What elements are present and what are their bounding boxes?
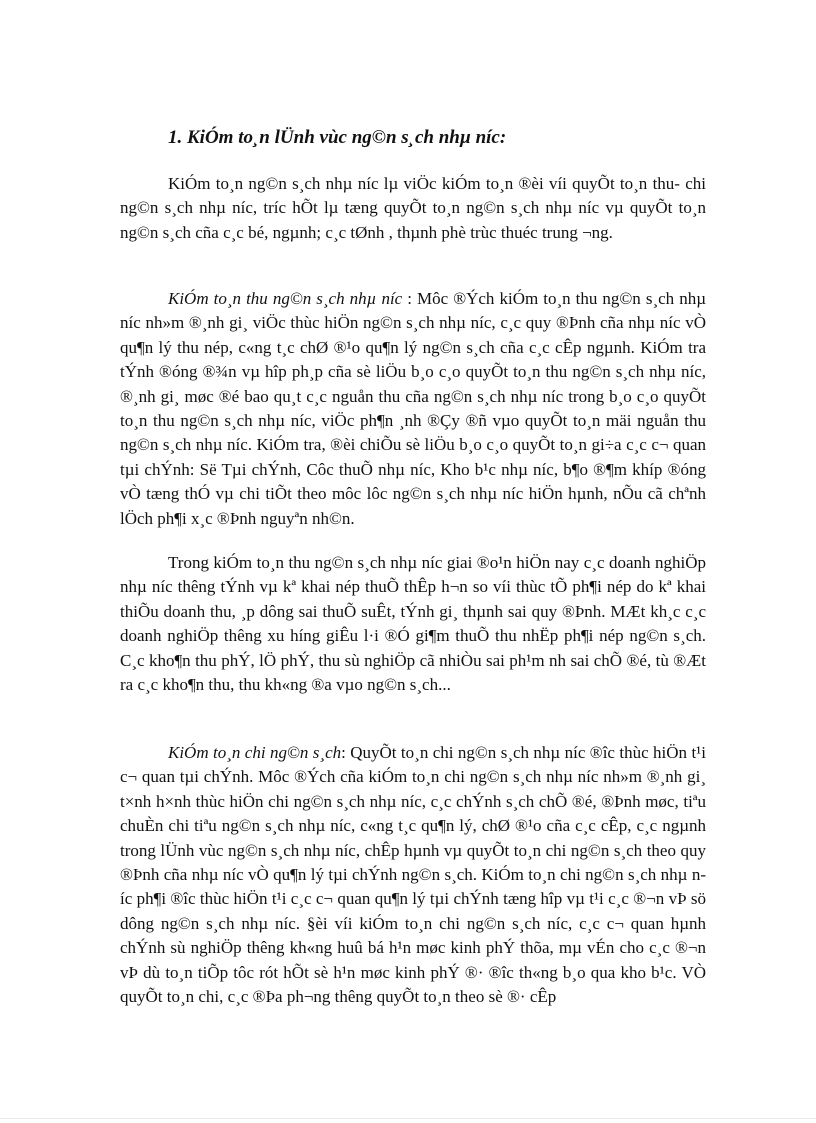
paragraph-4-body: : QuyÕt to¸n chi ng©n s¸ch nhµ níc ®îc thùc hiÖn t¹i c¬ quan tµi chÝnh. Môc ®Ých cña kiÓm to¸n chi ng©n s¸ch nhµ níc nh»m ®¸nh gi¸ t×nh h×nh thùc hiÖn chi ng©n s¸ch nhµ níc, c¸c chÝnh s¸ch chÕ ®é, ®Þnh møc, tiªu chuÈn chi tiªu ng©n s¸ch nhµ níc, c«ng t¸c qu¶n lý, chØ ®¹o cña c¸c cÊp, c¸c ngµnh trong lÜnh vùc ng©n s¸ch nhµ níc, chÊp hµnh vµ quyÕt to¸n chi ng©n s¸ch theo quy ®Þnh cña nhµ níc vÒ qu¶n lý tµi chÝnh ng©n s¸ch. KiÓm to¸n chi ng©n s¸ch nhµ níc ph¶i ®îc thùc hiÖn t¹i c¸c c¬ quan qu¶n lý tµi chÝnh tæng hîp vµ t¹i c¸c ®¬n vÞ sö dông ng©n s¸ch nhµ níc. §èi víi kiÓm to¸n chi ng©n s¸ch níc, c¸c c¬ quan hµnh chÝnh sù nghiÖp thêng kh«ng huû bá h¹n møc kinh phÝ thõa, mµ vÉn cho c¸c ®¬n vÞ dù to¸n tiÕp tôc rót hÕt sè h¹n møc kinh phÝ ®· ®îc th«ng b¸o qua kho b¹c. VÒ quyÕt to¸n chi, c¸c ®Þa ph¬ng thêng quyÕt to¸n theo sè ®· cÊp [120,743,706,1007]
paragraph-2 [120,287,706,531]
paragraph-1-body: KiÓm to¸n ng©n s¸ch nhµ níc lµ viÖc kiÓm to¸n ®èi víi quyÕt to¸n thu- chi ng©n s¸ch nhµ níc, tríc hÕt lµ tæng quyÕt to¸n ng©n s¸ch nhµ níc vµ quyÕt to¸n ng©n s¸ch cña c¸c bé, ngµnh; c¸c tØnh , thµnh phè trùc thuéc trung ¬ng. [120,174,706,242]
paragraph-2-lead: KiÓm to¸n thu ng©n s¸ch nhµ níc [168,289,403,308]
section-heading: 1. KiÓm to¸n lÜnh vùc ng©n s¸ch nhµ níc: [168,127,507,148]
paragraph-2-body: : Môc ®Ých kiÓm to¸n thu ng©n s¸ch nhµ níc nh»m ®¸nh gi¸ viÖc thùc hiÖn ng©n s¸ch nhµ níc, c¸c quy ®Þnh cña nhµ níc vÒ qu¶n lý thu nép, c«ng t¸c chØ ®¹o qu¶n lý ng©n s¸ch cña c¸c cÊp ngµnh. KiÓm tra tÝnh ®óng ®¾n vµ hîp ph¸p cña sè liÖu b¸o c¸o quyÕt to¸n thu ng©n s¸ch nhµ níc, ®¸nh gi¸ møc ®é bao qu¸t c¸c nguån thu cña ng©n s¸ch nhµ níc trong b¸o c¸o quyÕt to¸n thu ng©n s¸ch nhµ níc, viÖc ph¶n ¸nh ®Çy ®ñ vµo quyÕt to¸n mäi nguån thu ng©n s¸ch nhµ níc. KiÓm tra, ®èi chiÕu sè liÖu b¸o c¸o quyÕt to¸n gi÷a c¸c c¬ quan tµi chÝnh: Së Tµi chÝnh, Côc thuÕ nhµ níc, Kho b¹c nhµ níc, b¶o ®¶m khíp ®óng vÒ tæng thÓ vµ chi tiÕt theo môc lôc ng©n s¸ch nhµ níc hiÖn hµnh, nÕu cã chªnh lÖch ph¶i x¸c ®Þnh nguyªn nh©n. [120,289,706,528]
paragraph-4 [120,741,706,1009]
paragraph-1 [120,172,706,245]
paragraph-3 [120,551,706,697]
page-bottom-divider [0,1118,816,1119]
paragraph-3-body: Trong kiÓm to¸n thu ng©n s¸ch nhµ níc giai ®o¹n hiÖn nay c¸c doanh nghiÖp nhµ níc thêng tÝnh vµ kª khai nép thuÕ thÊp h¬n so víi thùc tÕ ph¶i nép do kª khai thiÕu doanh thu, ¸p dông sai thuÕ suÊt, tÝnh gi¸ thµnh sai quy ®Þnh. MÆt kh¸c c¸c doanh nghiÖp thêng xu híng giÊu l·i ®Ó gi¶m thuÕ thu nhËp ph¶i nép ng©n s¸ch. C¸c kho¶n thu phÝ, lÖ phÝ, thu sù nghiÖp cã nhiÒu sai ph¹m nh sai chÕ ®é, tù ®Æt ra c¸c kho¶n thu, thu kh«ng ®a vµo ng©n s¸ch... [120,553,706,695]
paragraph-4-lead: KiÓm to¸n chi ng©n s¸ch [168,743,342,762]
